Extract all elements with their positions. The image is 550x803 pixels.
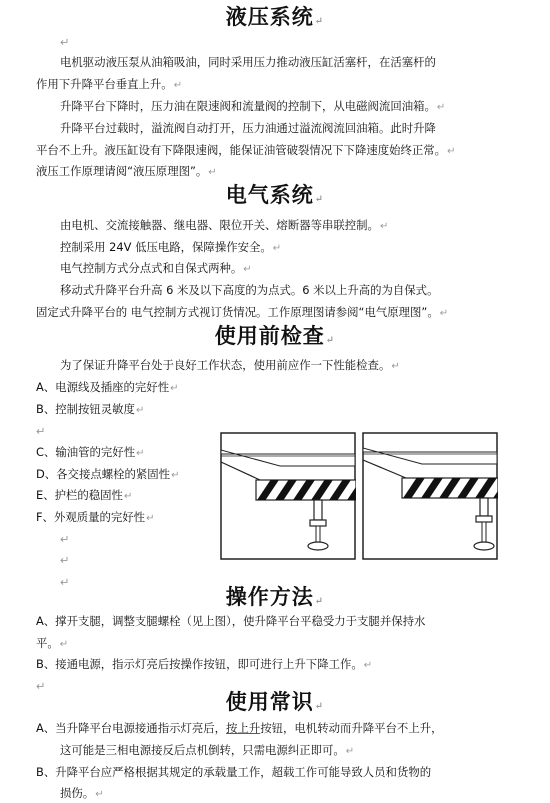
check-item-f: F、外观质量的完好性↵ (36, 510, 155, 524)
support-leg-figure-right (362, 432, 498, 560)
paragraph-line: 由电机、交流接触器、继电器、限位开关、熔断器等串联控制。↵ (60, 218, 389, 232)
check-item-a: A、电源线及插座的完好性↵ (36, 380, 179, 394)
paragraph-line: 升降平台下降时，压力油在限速阀和流量阀的控制下，从电磁阀流回油箱。↵ (60, 99, 446, 113)
usage-item-a-link: 按上升 (226, 721, 261, 735)
paragraph-line: 控制采用 24V 低压电路，保障操作安全。↵ (60, 240, 282, 254)
paragraph-line: 液压工作原理请阅“液压原理图”。↵ (36, 164, 217, 178)
operation-item-a: A、撑开支腿，调整支腿螺栓（见上图），使升降平台平稳受力于支腿并保持水 (36, 614, 426, 628)
paragraph-line: 作用下升降平台垂直上升。↵ (36, 77, 183, 91)
usage-item-b: B、升降平台应严格根据其规定的承载量工作，超载工作可能导致人员和货物的 (36, 765, 432, 779)
paragraph-line: 电机驱动液压泵从油箱吸油，同时采用压力推动液压缸活塞杆，在活塞杆的 (60, 55, 436, 69)
blank-line: ↵ (60, 553, 70, 567)
paragraph-line: 平台不上升。液压缸设有下降限速阀，能保证油管破裂情况下下降速度始终正常。↵ (36, 143, 456, 157)
operation-item-a-cont: 平。↵ (36, 636, 69, 650)
blank-line: ↵ (36, 679, 46, 693)
blank-line: ↵ (36, 424, 46, 438)
usage-item-a-cont: 这可能是三相电源接反后点机倒转，只需电源纠正即可。↵ (60, 743, 355, 757)
usage-item-a: A、当升降平台电源接通指示灯亮后，按上升按钮，电机转动而升降平台不上升， (36, 721, 443, 735)
check-item-c: C、输油管的完好性↵ (36, 445, 145, 459)
check-item-b: B、控制按钮灵敏度↵ (36, 402, 145, 416)
blank-line: ↵ (60, 575, 70, 589)
heading-precheck: 使用前检查↵ (214, 323, 336, 348)
heading-hydraulic: 液压系统↵ (225, 4, 325, 29)
check-item-d: D、各交接点螺栓的紧固性↵ (36, 467, 180, 481)
blank-line: ↵ (60, 35, 70, 49)
blank-line: ↵ (60, 532, 70, 546)
heading-operation: 操作方法↵ (225, 584, 325, 609)
check-item-e: E、护栏的稳固性↵ (36, 488, 133, 502)
paragraph-line: 移动式升降平台升高 6 米及以下高度的为点式。6 米以上升高的为自保式。 (60, 283, 439, 297)
paragraph-line: 固定式升降平台的 电气控制方式视订货情况。工作原理图请参阅“电气原理图”。↵ (36, 305, 449, 319)
heading-electric: 电气系统↵ (225, 182, 325, 207)
paragraph-line: 为了保证升降平台处于良好工作状态，使用前应作一下性能检查。↵ (60, 358, 400, 372)
operation-item-b: B、接通电源，指示灯亮后按操作按钮，即可进行上升下降工作。↵ (36, 657, 373, 671)
usage-item-b-cont: 损伤。↵ (60, 786, 104, 800)
heading-usage: 使用常识↵ (225, 689, 325, 714)
paragraph-line: 升降平台过载时，溢流阀自动打开，压力油通过溢流阀流回油箱。此时升降 (60, 121, 436, 135)
support-leg-figure-left (220, 432, 356, 560)
paragraph-line: 电气控制方式分点式和自保式两种。↵ (60, 261, 252, 275)
